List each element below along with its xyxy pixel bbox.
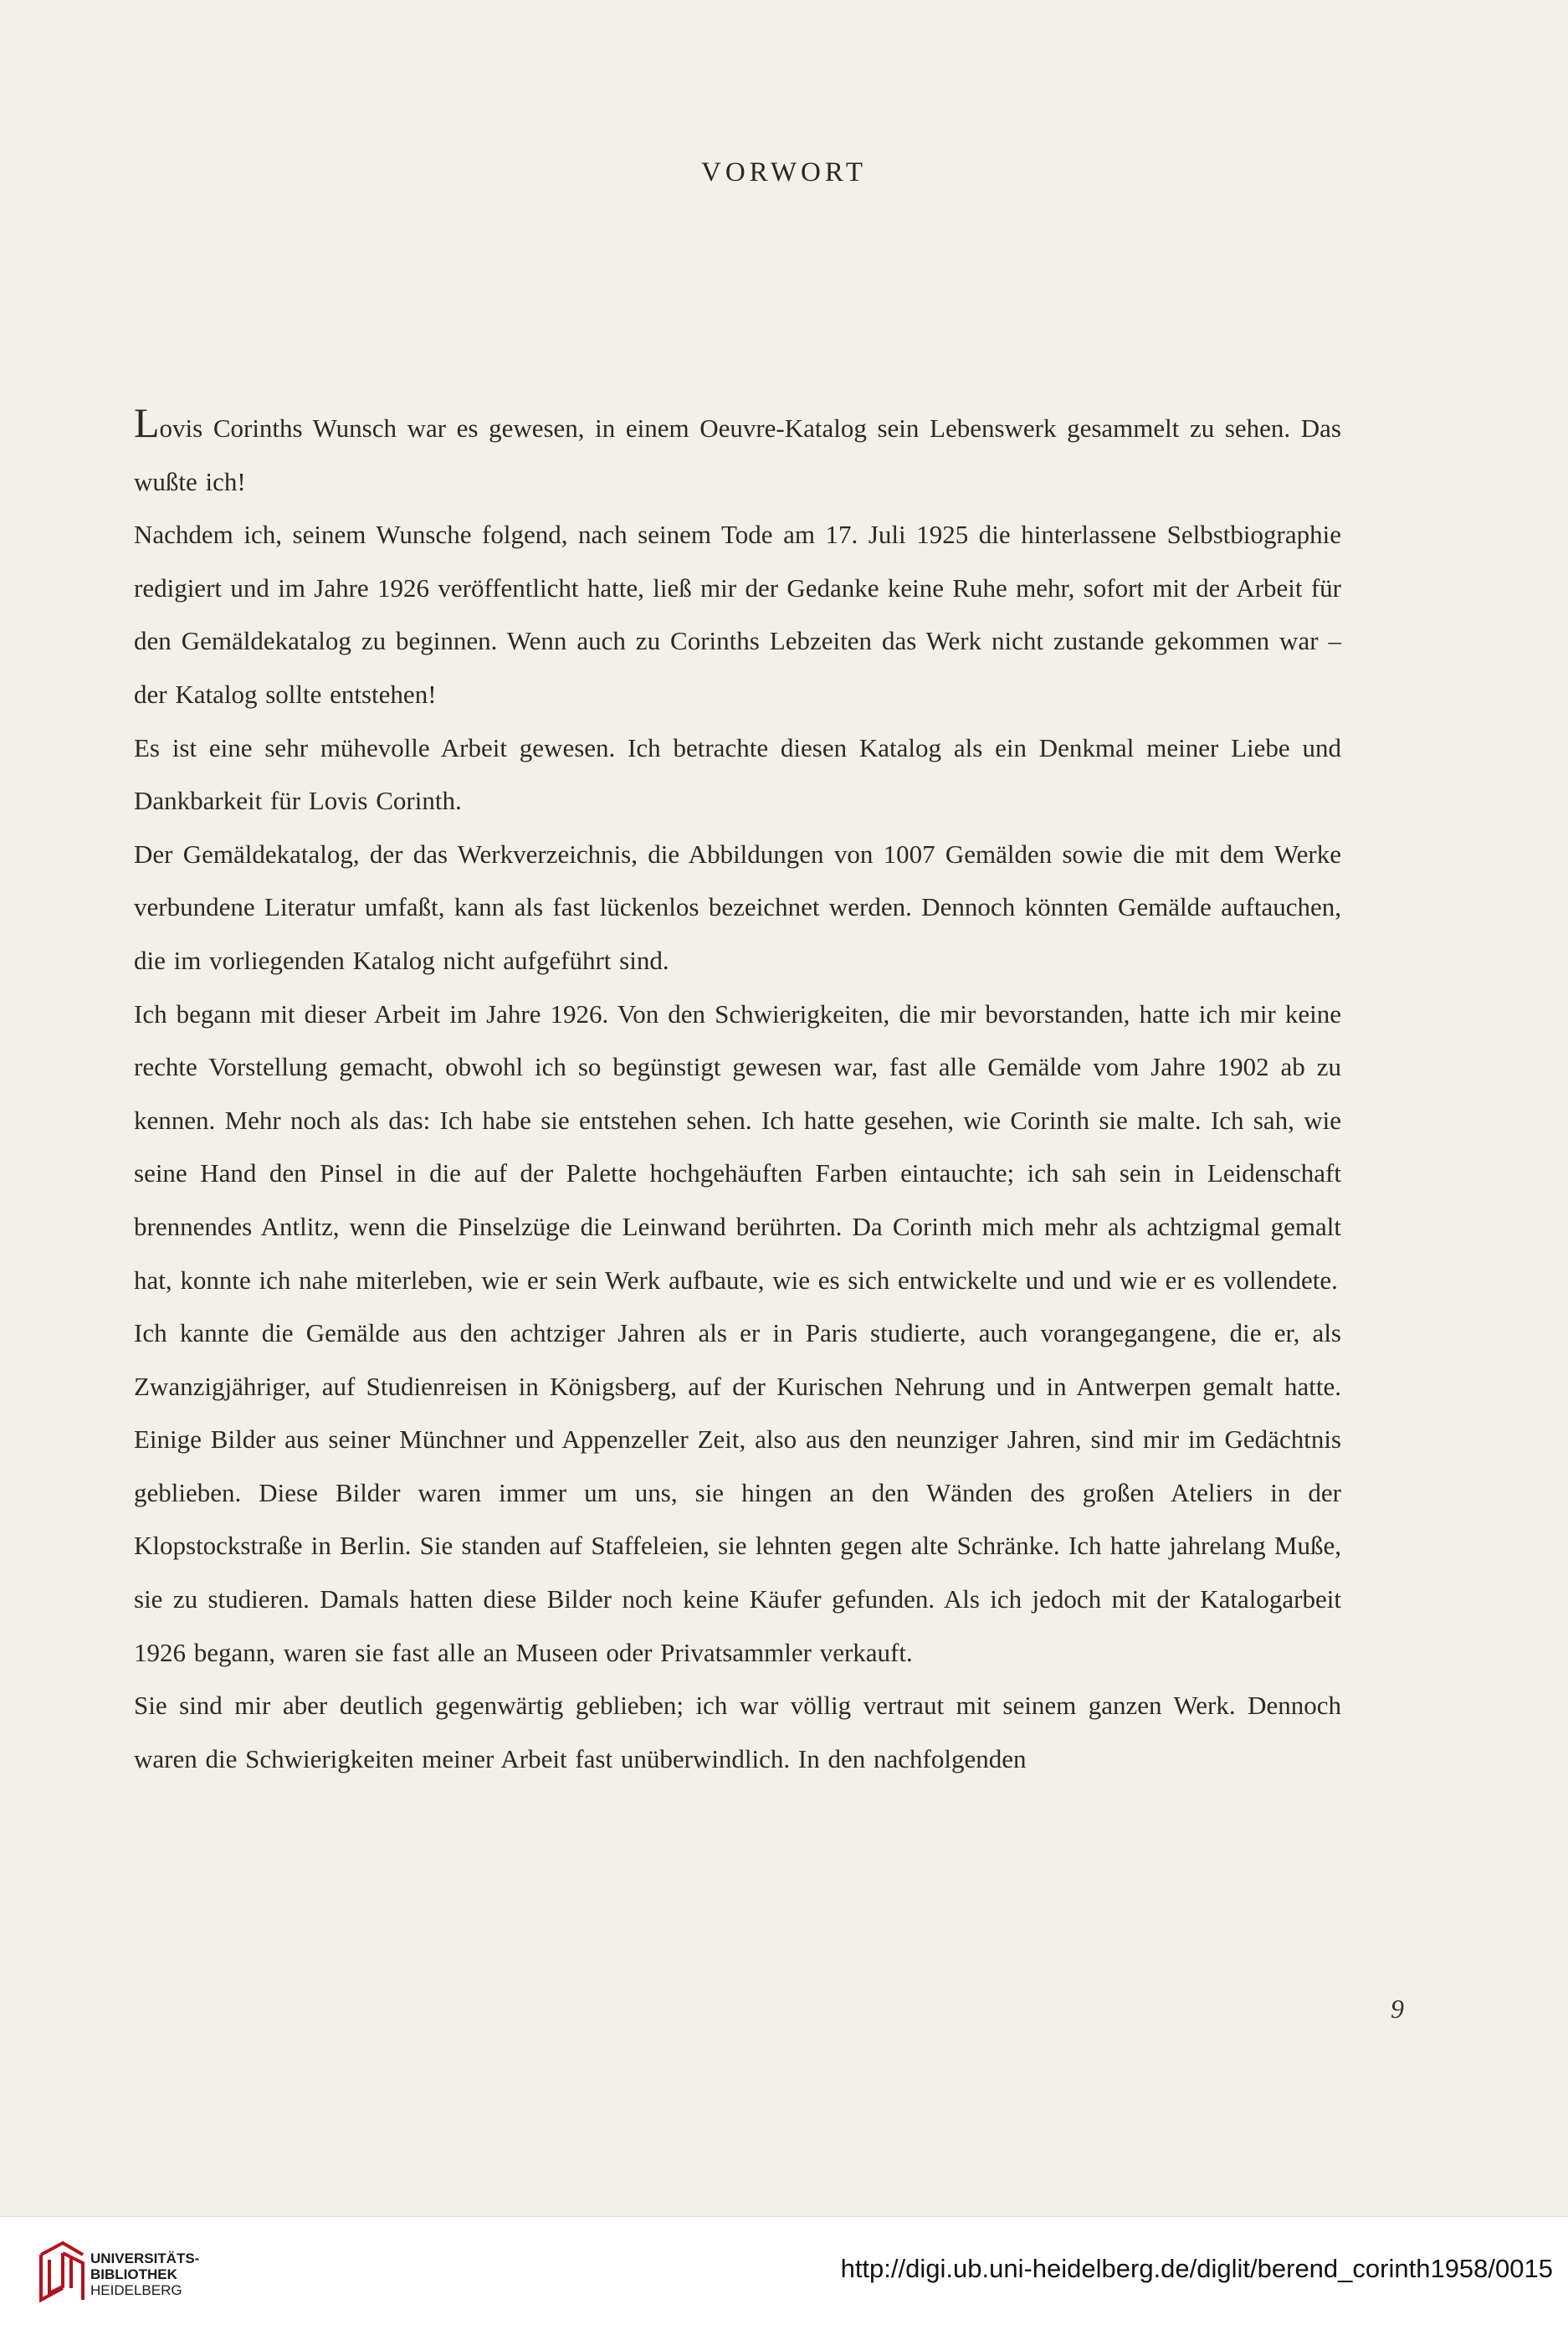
paragraph: Der Gemäldekatalog, der das Werkverzeichnis, die Abbildungen von 1007 Gemälden sowie die mit dem Werke verbundene Literatur umfaßt, kann als fast lückenlos bezeichnet werden. Dennoch könnten Gemälde auftauchen, die im vorliegenden Katalog nicht aufgeführt sind. [134,839,1341,975]
library-name-line: BIBLIOTHEK [90,2266,177,2282]
paragraph [134,399,1341,508]
library-name-line: UNIVERSITÄTS- [90,2250,200,2266]
drop-cap: L [134,399,160,446]
footer-bar [0,2216,1568,2330]
source-url-link[interactable]: http://digi.ub.uni-heidelberg.de/diglit/berend_corinth1958/0015 [840,2254,1553,2283]
paragraph: Es ist eine sehr mühevolle Arbeit gewesen. Ich betrachte diesen Katalog als ein Denkmal meiner Liebe und Dankbarkeit für Lovis Corinth. [134,732,1341,816]
paragraph: Sie sind mir aber deutlich gegenwärtig geblieben; ich war völlig vertraut mit seinem ganzen Werk. Dennoch waren die Schwierigkeiten meiner Arbeit fast unüberwindlich. In den nachfolgenden [134,1691,1341,1773]
paragraph: Ich kannte die Gemälde aus den achtziger Jahren als er in Paris studierte, auch vorangegangene, die er, als Zwanzigjähriger, auf Studienreisen in Königsberg, auf der Kurischen Nehrung und in Antwerpen gemalt hatte. Einige Bilder aus seiner Münchner und Appenzeller Zeit, also aus den neunziger Jahren, sind mir im Gedächtnis geblieben. Diese Bilder waren immer um uns, sie hingen an den Wänden des großen Ateliers in der Klopstockstraße in Berlin. Sie standen auf Staffeleien, sie lehnten gegen alte Schränke. Ich hatte jahrelang Muße, sie zu studieren. Damals hatten diese Bilder noch keine Käufer gefunden. Als ich jedoch mit der Katalogarbeit 1926 begann, waren sie fast alle an Museen oder Privatsammler verkauft. [134,1318,1341,1667]
library-logo-icon [38,2238,86,2305]
paragraph: Ich begann mit dieser Arbeit im Jahre 1926. Von den Schwierigkeiten, die mir bevorstanden, hatte ich mir keine rechte Vorstellung gemacht, obwohl ich so begünstigt gewesen war, fast alle Gemälde vom Jahre 1902 ab zu kennen. Mehr noch als das: Ich habe sie entstehen sehen. Ich hatte gesehen, wie Corinth sie malte. Ich sah, wie seine Hand den Pinsel in die auf der Palette hochgehäuften Farben eintauchte; ich sah sein in Leidenschaft brennendes Antlitz, wenn die Pinselzüge die Leinwand berührten. Da Corinth mich mehr als achtzigmal gemalt hat, konnte ich nahe miterleben, wie er sein Werk aufbaute, wie es sich entwickelte und und wie er es vollendete. [134,998,1341,1295]
page-number: 9 [1391,1994,1404,2024]
library-name [90,2250,199,2298]
body-text [134,399,1341,1785]
paragraph: Nachdem ich, seinem Wunsche folgend, nach seinem Tode am 17. Juli 1925 die hinterlassene Selbstbiographie redigiert und im Jahre 1926 veröffentlicht hatte, ließ mir der Gedanke keine Ruhe mehr, sofort mit der Arbeit für den Gemäldekatalog zu beginnen. Wenn auch zu Corinths Lebzeiten das Werk nicht zustande gekommen war – der Katalog sollte entstehen! [134,520,1341,709]
library-name-line: HEIDELBERG [90,2282,182,2298]
paragraph-text: ovis Corinths Wunsch war es gewesen, in einem Oeuvre-Katalog sein Lebenswerk gesammelt zu sehen. Das wußte ich! [134,413,1341,496]
page-title: VORWORT [700,157,868,187]
